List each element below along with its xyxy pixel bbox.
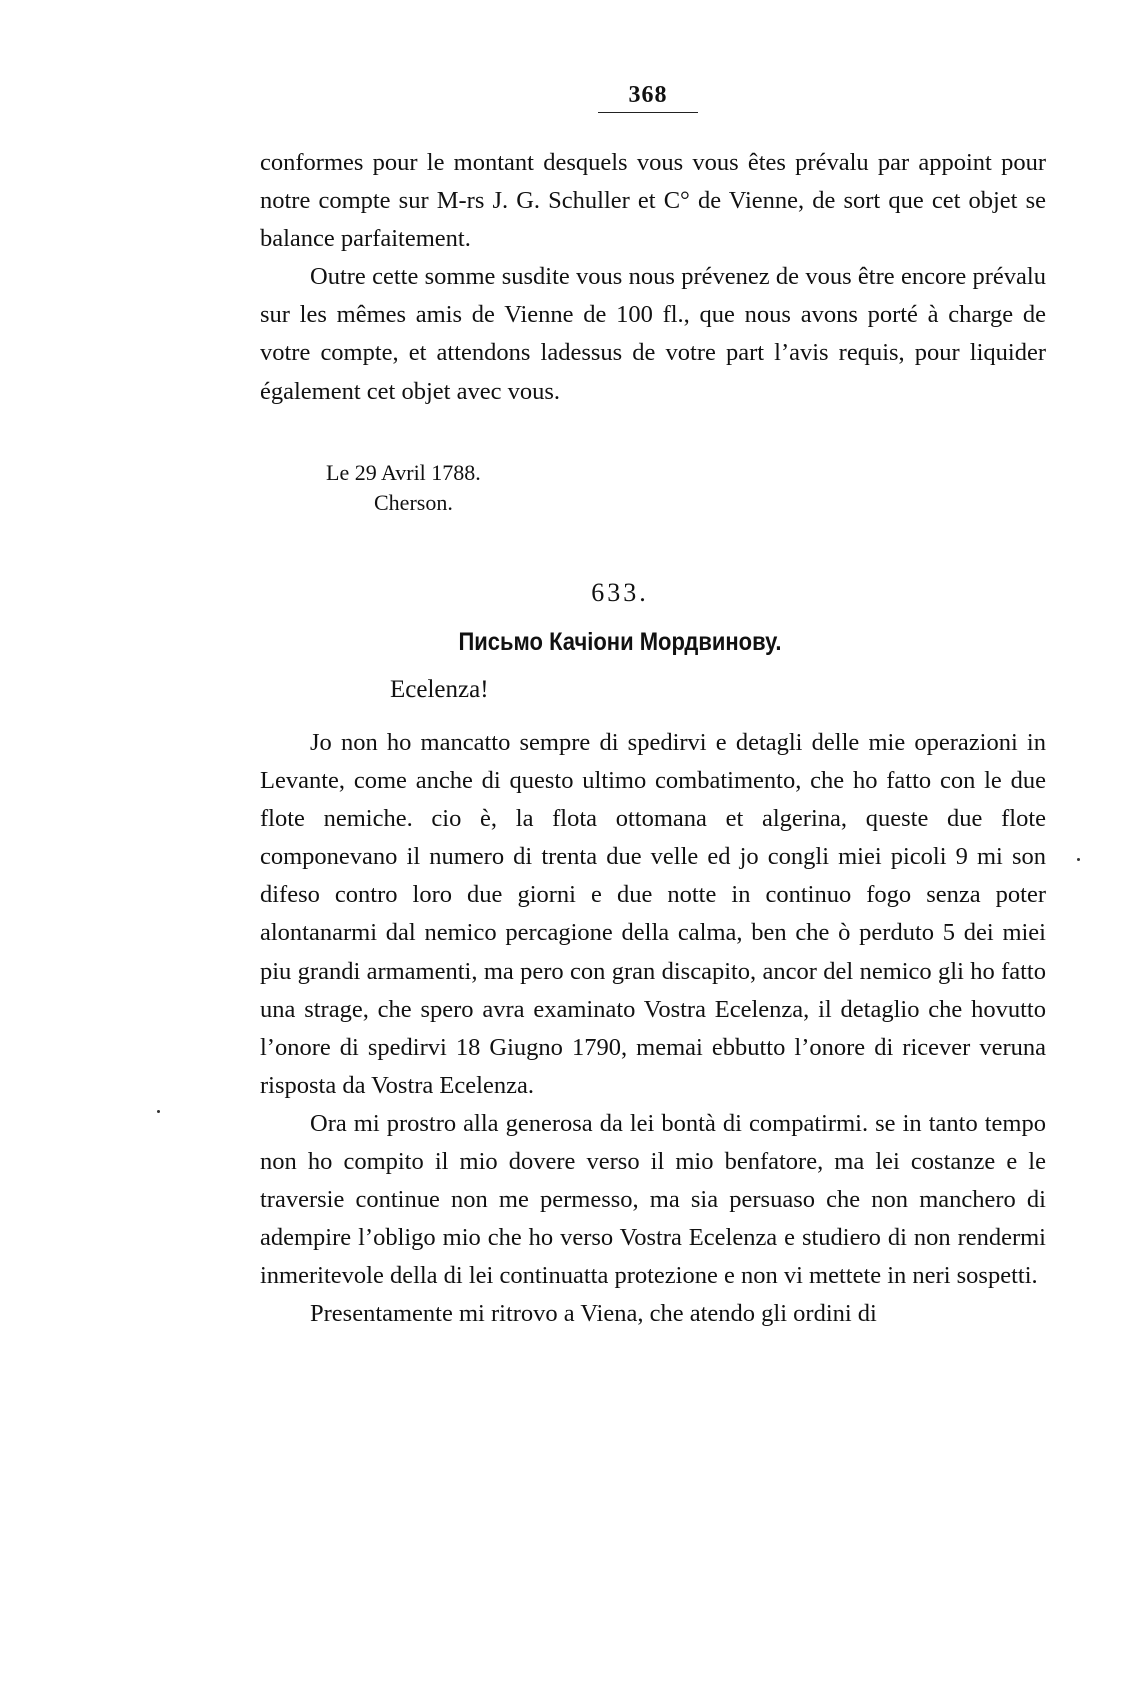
letter-number: 633. bbox=[591, 578, 649, 607]
letter-title: Письмо Качіони Мордвинову. bbox=[458, 628, 782, 656]
continuation-text bbox=[260, 144, 1046, 411]
paragraph: Presentamente mi ritrovo a Viena, che atendo gli ordini di bbox=[310, 1300, 877, 1328]
scan-speck bbox=[1077, 858, 1080, 861]
paragraph: Ora mi prostro alla generosa da lei bontà di compatirmi. se in tanto tempo non ho compito il mio dovere verso il mio benfatore, ma lei costanze e le traversie continue non me permesso, ma sia persuaso che non manchero di adempire l’obligo mio che ho verso Vostra Ecelenza e studiero di non rendermi inmeritevole della di lei continuatta protezione e non vi mettete in neri sospetti. bbox=[260, 1109, 1046, 1290]
page-number: 368 bbox=[598, 82, 698, 113]
letter-place: Cherson. bbox=[374, 490, 453, 515]
paragraph: Jo non ho mancatto sempre di spedirvi e detagli delle mie operazioni in Levante, come anche di questo ultimo combatimento, che ho fatto con le due flote nemiche. cio è, la flota ottomana et algerina, queste due flote componevano il numero di trenta due velle ed jo congli miei picoli 9 mi son difeso contro loro due giorni e due notte in continuo fogo senza poter alontanarmi dal nemico percagione della calma, ben che ò perduto 5 dei miei piu grandi armamenti, ma pero con gran discapito, ancor del nemico gli ho fatto una strage, che spero avra examinato Vostra Ecelenza, il detaglio che hovutto l’onore di spedirvi 18 Giugno 1790, memai ebbutto l’onore di ricever veruna risposta da Vostra Ecelenza. bbox=[260, 729, 1046, 1099]
paragraph: conformes pour le montant desquels vous vous êtes prévalu par appoint pour notre compte sur M-rs J. G. Schuller et C° de Vienne, de sort que cet objet se balance parfaitement. bbox=[260, 149, 1046, 253]
letter-salutation: Ecelenza! bbox=[390, 676, 489, 703]
paragraph: Outre cette somme susdite vous nous prévenez de vous être encore prévalu sur les mêmes amis de Vienne de 100 fl., que nous avons porté à charge de votre compte, et attendons ladessus de votre part l’avis requis, pour liquider également cet objet avec vous. bbox=[260, 263, 1046, 405]
scan-speck bbox=[157, 1110, 160, 1113]
letter-body bbox=[260, 724, 1046, 1334]
letter-date: Le 29 Avril 1788. bbox=[326, 460, 481, 485]
